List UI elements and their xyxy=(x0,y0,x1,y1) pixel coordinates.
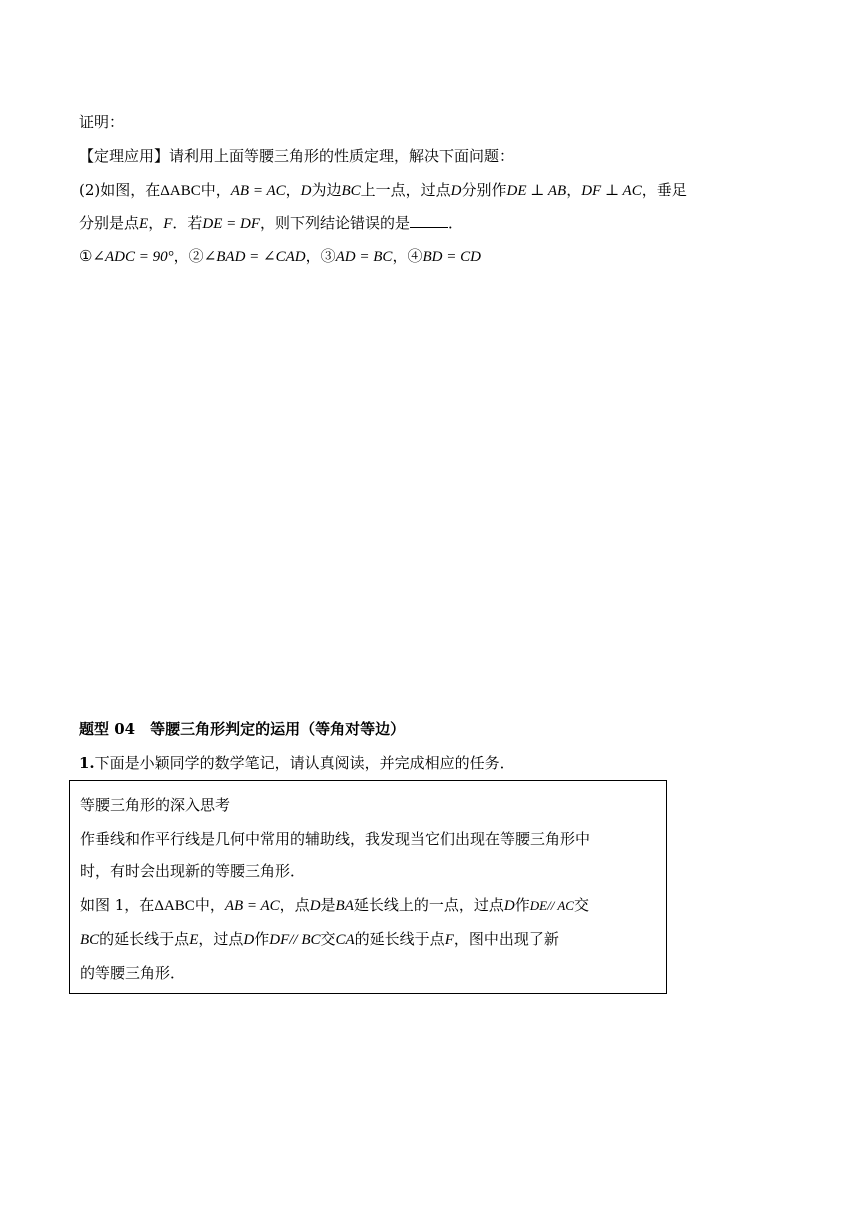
options-line xyxy=(79,246,481,267)
question-2-line-1 xyxy=(79,180,687,201)
q2-text: ， xyxy=(148,214,164,232)
note-paragraph-line xyxy=(80,963,185,983)
note-text: 的等腰三角形． xyxy=(80,964,186,982)
proof-label-text: 证明： xyxy=(79,113,125,131)
math-point-d: D xyxy=(450,183,462,199)
math-point-d: D xyxy=(503,898,515,914)
note-text: 的延长线于点 xyxy=(354,930,445,948)
math-de-parallel-ac: DE// AC xyxy=(529,898,574,913)
note-paragraph-line xyxy=(80,829,590,849)
note-text: ，图中出现了新 xyxy=(453,930,559,948)
note-text: ，点 xyxy=(279,896,310,914)
q2-text: 中， xyxy=(200,181,231,199)
triangle-abc: ΔABC xyxy=(154,898,195,914)
section-title: 题型 04 等腰三角形判定的运用（等角对等边） xyxy=(79,720,406,738)
math-bc: BC xyxy=(341,183,361,199)
option-separator: ， xyxy=(173,247,189,265)
q2-text: ，垂足 xyxy=(641,181,687,199)
math-point-f: F xyxy=(163,216,173,232)
triangle-abc: ΔABC xyxy=(160,183,201,199)
math-ba: BA xyxy=(335,898,354,914)
question-1-text: 下面是小颖同学的数学笔记，请认真阅读，并完成相应的任务． xyxy=(94,754,515,772)
theorem-application-text: 【定理应用】请利用上面等腰三角形的性质定理，解决下面问题： xyxy=(79,147,515,165)
q2-text: ，则下列结论错误的是 xyxy=(260,214,411,232)
note-text: 的延长线于点 xyxy=(99,930,190,948)
math-ab-eq-ac: AB = AC xyxy=(230,183,286,199)
q2-text: ． xyxy=(448,214,464,232)
math-point-d: D xyxy=(309,898,321,914)
question-1-line xyxy=(79,753,515,773)
note-text: 时，有时会出现新的等腰三角形． xyxy=(80,862,306,880)
note-text: 如图 1，在 xyxy=(80,896,155,914)
note-text: ，过点 xyxy=(198,930,244,948)
question-2-line-2 xyxy=(79,213,463,234)
note-title-text: 等腰三角形的深入思考 xyxy=(80,796,231,814)
math-de-eq-df: DE = DF xyxy=(202,216,261,232)
note-text: 是 xyxy=(320,896,336,914)
math-point-d: D xyxy=(300,183,312,199)
note-box xyxy=(69,780,667,994)
note-text: 交 xyxy=(320,930,336,948)
theorem-application-line xyxy=(79,146,514,166)
math-df-perp-ac: DF ⊥ AC xyxy=(581,183,642,199)
option-2: ∠BAD = ∠CAD xyxy=(203,249,306,265)
option-3: AD = BC xyxy=(335,249,393,265)
math-ab-eq-ac: AB = AC xyxy=(224,898,280,914)
option-separator: ， xyxy=(305,247,321,265)
q2-text: 为边 xyxy=(311,181,342,199)
note-text: 作 xyxy=(254,930,270,948)
option-1-marker: ① xyxy=(79,247,93,265)
option-2-marker: ② xyxy=(188,247,204,265)
math-point-e: E xyxy=(189,932,199,948)
q2-text: ， xyxy=(285,181,301,199)
option-4-marker: ④ xyxy=(407,247,423,265)
note-paragraph-line xyxy=(80,895,589,916)
option-separator: ， xyxy=(392,247,408,265)
note-text: 延长线上的一点，过点 xyxy=(353,896,504,914)
answer-blank xyxy=(410,213,448,228)
option-4: BD = CD xyxy=(422,249,481,265)
math-point-f: F xyxy=(444,932,454,948)
section-heading xyxy=(79,719,405,739)
math-df-parallel-bc: DF// BC xyxy=(269,932,321,948)
note-text: 作 xyxy=(514,896,530,914)
math-bc: BC xyxy=(80,932,100,948)
option-1: ∠ADC = 90° xyxy=(92,249,174,265)
math-de-perp-ab: DE ⊥ AB xyxy=(506,183,567,199)
option-3-marker: ③ xyxy=(320,247,336,265)
q2-text: ， xyxy=(566,181,582,199)
note-text: 交 xyxy=(573,896,589,914)
note-paragraph-line xyxy=(80,929,559,950)
note-text: 中， xyxy=(194,896,225,914)
note-text: 作垂线和作平行线是几何中常用的辅助线，我发现当它们出现在等腰三角形中 xyxy=(80,830,591,848)
note-paragraph-line xyxy=(80,861,305,881)
q2-text: ．若 xyxy=(172,214,203,232)
question-number: 1. xyxy=(79,754,95,772)
q2-text: 分别是点 xyxy=(79,214,140,232)
math-point-d: D xyxy=(243,932,255,948)
math-ca: CA xyxy=(335,932,355,948)
q2-text: 上一点，过点 xyxy=(360,181,451,199)
q2-text: 分别作 xyxy=(461,181,507,199)
note-title xyxy=(80,795,230,815)
math-point-e: E xyxy=(139,216,149,232)
q2-prefix: (2)如图，在 xyxy=(79,181,161,199)
proof-label xyxy=(79,112,124,132)
